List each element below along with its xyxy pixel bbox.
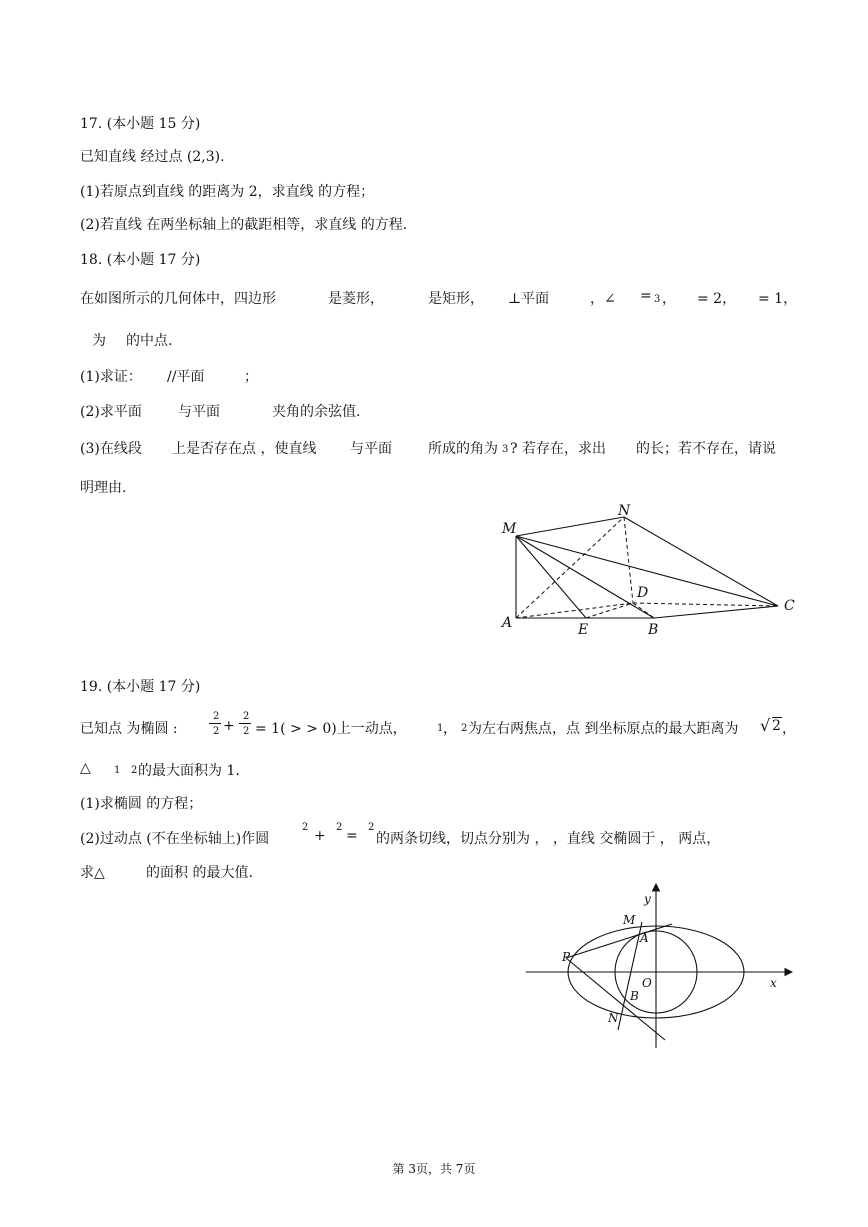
q19-stem-b: 为左右两焦点，点 到坐标原点的最大距离为 — [468, 721, 739, 737]
label-P: P — [562, 950, 571, 964]
sqrt-icon: √ — [760, 716, 771, 735]
q18-part2-a: (2)求平面 — [80, 404, 142, 420]
q19-sqrt-val: 2 — [772, 718, 781, 734]
edge-MB — [516, 536, 654, 618]
q18-part3-d: 所成的角为 — [428, 441, 498, 457]
edge-ME — [516, 536, 586, 618]
label-E: E — [578, 622, 589, 638]
edge-ED — [586, 603, 633, 618]
triangle-icon: △ — [80, 760, 91, 776]
q18-part2-b: 与平面 — [178, 404, 220, 420]
q18-stem-h: = 2， — [697, 291, 737, 307]
q19-part2-c: 求△ — [80, 865, 105, 881]
q18-stem-b: 是菱形， — [328, 291, 384, 307]
q17-header: 17. (本小题 15 分) — [80, 116, 201, 132]
label-x: x — [770, 976, 777, 990]
label-C: C — [784, 598, 795, 614]
q18-part2-c: 夹角的余弦值. — [272, 404, 361, 420]
q18-stem-c: 是矩形， — [428, 291, 484, 307]
q19-frac2-den: 2 — [243, 726, 250, 737]
q19-stem-eq: = 1( > > 0)上一动点， — [255, 721, 407, 737]
label-N: N — [608, 1011, 619, 1025]
label-D: D — [637, 585, 649, 601]
edge-DB — [633, 603, 654, 618]
q19-stem-sub2: 2 — [461, 723, 468, 734]
label-M: M — [502, 521, 517, 537]
q17-part2: (2)若直线 在两坐标轴上的截距相等，求直线 的方程. — [80, 217, 408, 233]
q19-part2-d: 的面积 的最大值. — [146, 865, 253, 881]
q18-header: 18. (本小题 17 分) — [80, 252, 201, 268]
q19-part2-b: 的两条切线，切点分别为 ， ，直线 交椭圆于 ， 两点， — [376, 831, 721, 847]
edge-MN — [516, 517, 624, 536]
label-A: A — [640, 931, 649, 945]
q19-stem-a: 已知点 为椭圆 : — [80, 721, 178, 737]
q19-part2-sup1: 2 — [302, 822, 309, 833]
q18-stem-i: = 1， — [758, 291, 798, 307]
q19-figure — [520, 880, 805, 1050]
q18-part1-c: ； — [244, 369, 258, 385]
q18-stem2-b: 的中点. — [126, 333, 173, 349]
q19-line2-sub2: 2 — [131, 765, 138, 776]
q18-stem2-a: 为 — [92, 333, 106, 349]
q19-frac1-bar — [209, 723, 221, 724]
q18-part1-a: (1)求证： — [80, 369, 142, 385]
q19-plus: + — [223, 718, 235, 734]
q19-line2-sub1: 1 — [114, 765, 121, 776]
q19-part2-sup3: 2 — [368, 822, 375, 833]
q19-stem-comma: ， — [443, 721, 457, 737]
q19-line2-b: 的最大面积为 1. — [138, 763, 240, 779]
q19-stem-sub1: 1 — [437, 723, 444, 734]
q19-stem-c: ， — [782, 721, 796, 737]
q18-stem-a: 在如图所示的几何体中，四边形 — [80, 291, 276, 307]
q18-figure — [496, 503, 806, 643]
label-N: N — [618, 503, 631, 519]
q19-figure-svg — [520, 880, 805, 1050]
q18-part3-c: 与平面 — [350, 441, 392, 457]
edge-DC — [633, 603, 778, 606]
edge-AN — [516, 517, 624, 618]
q18-stem-e: ，∠ — [590, 291, 616, 307]
q18-part3-a: (3)在线段 — [80, 441, 142, 457]
q18-stem-frac-den: 3 — [654, 294, 661, 305]
q19-frac1-num: 2 — [213, 711, 220, 722]
q19-part2-plus: + — [314, 828, 326, 844]
q18-part3-b: 上是否存在点 ，使直线 — [172, 441, 317, 457]
label-y: y — [644, 892, 651, 906]
edge-BC — [654, 606, 778, 618]
q19-part1: (1)求椭圆 的方程； — [80, 796, 203, 812]
q17-part1: (1)若原点到直线 的距离为 2，求直线 的方程； — [80, 184, 375, 200]
q19-part2-a: (2)过动点 (不在坐标轴上)作圆 — [80, 831, 270, 847]
q18-part1-b: //平面 — [167, 369, 205, 385]
q19-frac1-den: 2 — [213, 726, 220, 737]
q18-part3-e: ? 若存在，求出 — [510, 441, 606, 457]
q18-stem-g: ， — [662, 291, 676, 307]
label-O: O — [642, 976, 652, 990]
q18-part3-f: 的长；若不存在，请说 — [636, 441, 776, 457]
q19-part2-sup2: 2 — [336, 822, 343, 833]
line-MN — [618, 922, 642, 1030]
q19-header: 19. (本小题 17 分) — [80, 679, 201, 695]
label-B: B — [630, 989, 639, 1003]
q18-part3-frac-den: 3 — [502, 444, 509, 455]
q18-stem-d: ⊥平面 — [508, 291, 550, 307]
page-footer: 第 3页，共 7页 — [392, 1162, 476, 1176]
q18-part3-g: 明理由. — [80, 480, 127, 496]
edge-ND — [624, 517, 633, 603]
q19-part2-eq: = — [346, 828, 358, 844]
q19-frac2-bar — [239, 723, 251, 724]
label-B: B — [648, 622, 659, 638]
q17-stem: 已知直线 经过点 (2,3). — [80, 149, 225, 165]
q18-stem-f: = — [640, 288, 652, 304]
label-A: A — [502, 615, 513, 631]
q19-frac2-num: 2 — [243, 711, 250, 722]
label-M: M — [623, 913, 636, 927]
